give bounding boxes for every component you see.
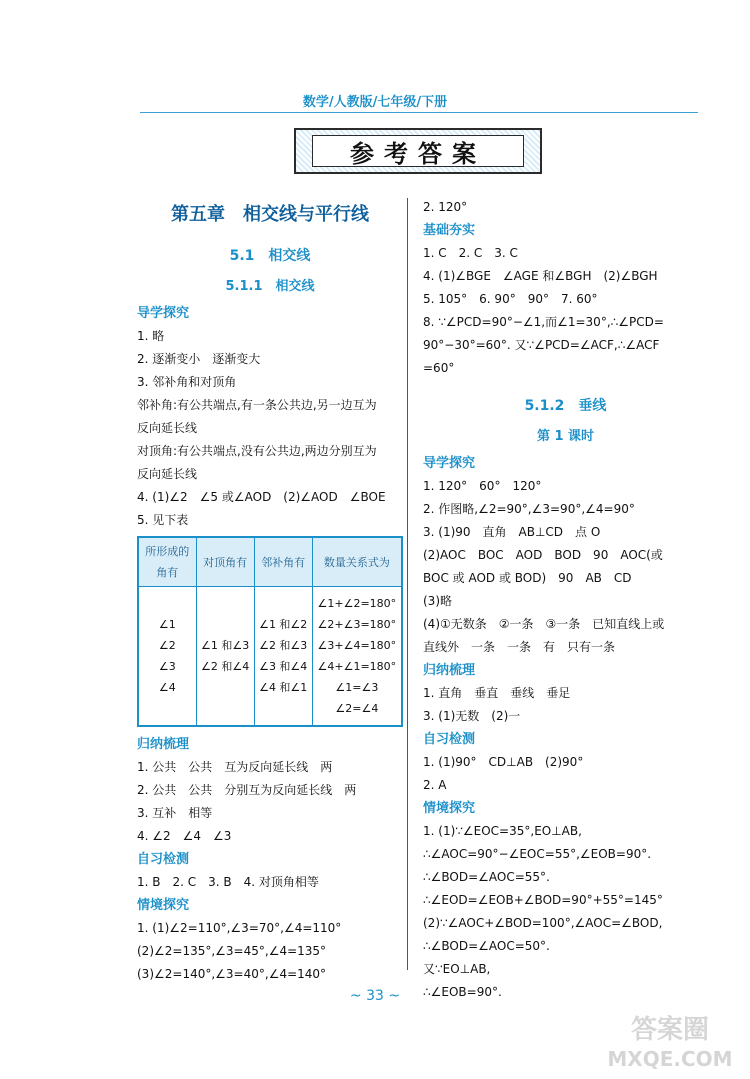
answer-line: =60° <box>423 361 455 375</box>
answer-line: ∴∠BOD=∠AOC=50°. <box>423 939 550 953</box>
cell-line: ∠3+∠4=180° <box>317 639 397 652</box>
header-rule <box>140 112 698 113</box>
answer-line: 2. 逐渐变小 逐渐变大 <box>137 352 261 366</box>
answer-line: 3. 邻补角和对顶角 <box>137 375 237 389</box>
answer-line: 直线外 一条 一条 有 只有一条 <box>423 640 616 654</box>
section-title: 5.1.2 垂线 <box>524 398 607 414</box>
answer-line: 对顶角:有公共端点,没有公共边,两边分别互为 <box>137 444 377 458</box>
cell-line: ∠4 和∠1 <box>259 681 308 694</box>
cell-line: ∠1=∠3 <box>335 681 379 694</box>
heading-zixi: 自习检测 <box>137 852 190 867</box>
heading-guina: 归纳梳理 <box>423 663 476 678</box>
answer-line: 1. (1)∵∠EOC=35°,EO⊥AB, <box>423 824 582 838</box>
answer-line: 4. ∠2 ∠4 ∠3 <box>137 829 232 843</box>
answer-line: ∴∠EOB=90°. <box>423 985 502 999</box>
answer-line: 1. (1)∠2=110°,∠3=70°,∠4=110° <box>137 921 342 935</box>
answer-line: (2)∵∠AOC+∠BOD=100°,∠AOC=∠BOD, <box>423 916 663 930</box>
cell-line: ∠4 <box>158 681 176 694</box>
answer-line: 4. (1)∠2 ∠5 或∠AOD (2)∠AOD ∠BOE <box>137 490 386 504</box>
cell-line: ∠2 和∠4 <box>201 660 250 673</box>
subsection-title: 5.1.1 相交线 <box>225 279 315 294</box>
heading-daoxue: 导学探究 <box>137 306 190 321</box>
answer-table <box>137 536 403 727</box>
answer-line: 2. 作图略,∠2=90°,∠3=90°,∠4=90° <box>423 502 635 516</box>
heading-qingjing: 情境探究 <box>137 898 190 913</box>
page-header: 数学/人教版/七年级/下册 <box>302 95 448 110</box>
answer-line: 2. 公共 公共 分别互为反向延长线 两 <box>137 783 357 797</box>
svg-text:MXQE.COM: MXQE.COM <box>607 1047 733 1071</box>
answer-line: 3. (1)无数 (2)一 <box>423 709 521 723</box>
answer-line: 4. (1)∠BGE ∠AGE 和∠BGH (2)∠BGH <box>423 269 658 283</box>
answer-line: 1. (1)90° CD⊥AB (2)90° <box>423 755 584 769</box>
heading-jichu: 基础夯实 <box>423 223 476 238</box>
table-cell <box>254 587 312 727</box>
heading-guina: 归纳梳理 <box>137 737 190 752</box>
table-header: 所形成的角有 <box>138 537 196 587</box>
page-number: ~ 33 ~ <box>349 988 401 1004</box>
table-header: 对顶角有 <box>196 537 254 587</box>
table-row <box>138 587 402 727</box>
cell-line: ∠3 和∠4 <box>259 660 308 673</box>
cell-line: ∠3 <box>158 660 176 673</box>
answer-line: (4)①无数条 ②一条 ③一条 已知直线上或 <box>423 617 665 631</box>
answer-line: 2. 120° <box>423 200 468 214</box>
section-title: 5.1 相交线 <box>229 248 311 264</box>
heading-qingjing: 情境探究 <box>423 801 476 816</box>
table-header: 数量关系式为 <box>312 537 402 587</box>
answer-line: 反向延长线 <box>137 421 198 435</box>
answer-line: 5. 见下表 <box>137 513 189 527</box>
answer-line: BOC 或 AOD 或 BOD) 90 AB CD <box>423 571 632 585</box>
watermark-logo <box>600 1008 740 1072</box>
answer-line: (3)略 <box>423 594 452 608</box>
left-column <box>137 198 403 986</box>
answer-line: 8. ∵∠PCD=90°−∠1,而∠1=30°,∴∠PCD= <box>423 315 664 329</box>
cell-line: ∠2+∠3=180° <box>317 618 397 631</box>
lesson-title: 第 1 课时 <box>536 429 595 444</box>
answer-line: 1. 120° 60° 120° <box>423 479 542 493</box>
page-title: 参考答案 <box>312 135 524 167</box>
column-divider <box>407 198 408 970</box>
cell-line: ∠1 和∠3 <box>201 639 250 652</box>
answer-line: 5. 105° 6. 90° 90° 7. 60° <box>423 292 598 306</box>
answer-line: 3. (1)90 直角 AB⊥CD 点 O <box>423 525 601 539</box>
svg-text:答案圈: 答案圈 <box>630 1015 710 1045</box>
cell-line: ∠4+∠1=180° <box>317 660 397 673</box>
heading-zixi: 自习检测 <box>423 732 476 747</box>
answer-line: 又∵EO⊥AB, <box>423 962 491 976</box>
cell-line: ∠2=∠4 <box>335 702 379 715</box>
table-header-row <box>138 537 402 587</box>
answer-line: (2)AOC BOC AOD BOD 90 AOC(或 <box>423 548 663 562</box>
table-cell <box>312 587 402 727</box>
heading-daoxue: 导学探究 <box>423 456 476 471</box>
answer-line: 1. 略 <box>137 329 165 343</box>
answer-line: (3)∠2=140°,∠3=40°,∠4=140° <box>137 967 327 981</box>
answer-line: ∴∠AOC=90°−∠EOC=55°,∠EOB=90°. <box>423 847 652 861</box>
cell-line: ∠2 <box>158 639 176 652</box>
right-column <box>423 196 708 1004</box>
answer-line: (2)∠2=135°,∠3=45°,∠4=135° <box>137 944 327 958</box>
answer-line: 1. B 2. C 3. B 4. 对顶角相等 <box>137 875 319 889</box>
answer-line: 3. 互补 相等 <box>137 806 213 820</box>
answer-line: 反向延长线 <box>137 467 198 481</box>
cell-line: ∠1 和∠2 <box>259 618 308 631</box>
answer-line: ∴∠EOD=∠EOB+∠BOD=90°+55°=145° <box>423 893 663 907</box>
answer-line: 1. 直角 垂直 垂线 垂足 <box>423 686 571 700</box>
answer-line: 邻补角:有公共端点,有一条公共边,另一边互为 <box>137 398 377 412</box>
cell-line: ∠1+∠2=180° <box>317 597 397 610</box>
table-header: 邻补角有 <box>254 537 312 587</box>
title-banner <box>294 128 542 174</box>
answer-line: ∴∠BOD=∠AOC=55°. <box>423 870 550 884</box>
answer-line: 1. C 2. C 3. C <box>423 246 518 260</box>
table-cell <box>196 587 254 727</box>
answer-line: 90°−30°=60°. 又∵∠PCD=∠ACF,∴∠ACF <box>423 338 660 352</box>
cell-line: ∠1 <box>158 618 176 631</box>
chapter-title: 第五章 相交线与平行线 <box>171 204 369 225</box>
answer-line: 2. A <box>423 778 447 792</box>
cell-line: ∠2 和∠3 <box>259 639 308 652</box>
table-cell <box>138 587 196 727</box>
answer-line: 1. 公共 公共 互为反向延长线 两 <box>137 760 333 774</box>
